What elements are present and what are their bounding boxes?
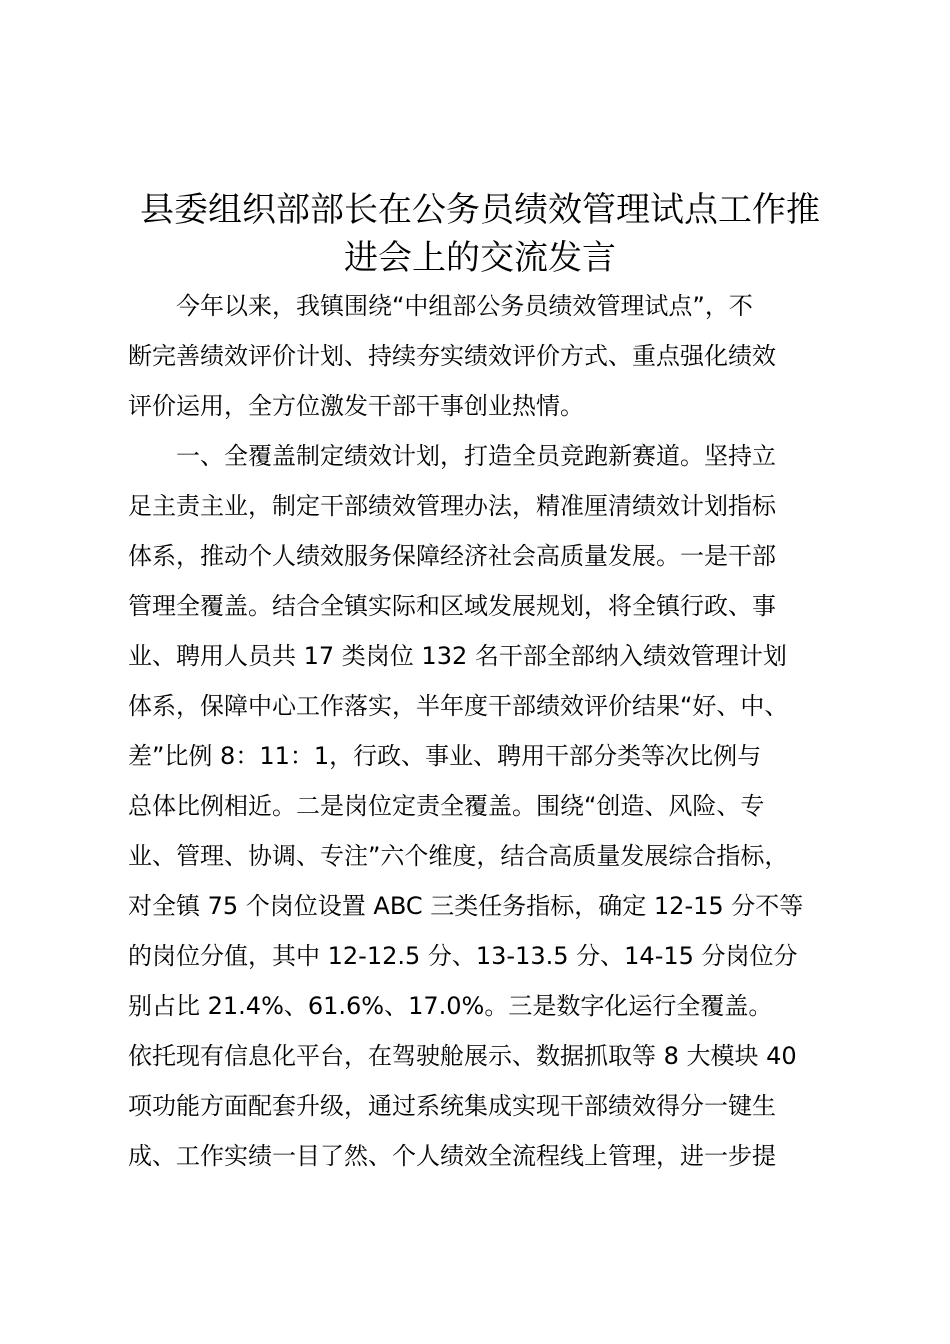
body-line: 足主责主业，制定干部绩效管理办法，精准厘清绩效计划指标 <box>128 492 776 520</box>
body-line: 项功能方面配套升级，通过系统集成实现干部绩效得分一键生 <box>128 1092 776 1120</box>
body-line: 今年以来，我镇围绕“中组部公务员绩效管理试点”，不 <box>128 292 753 320</box>
body-line: 管理全覆盖。结合全镇实际和区域发展规划，将全镇行政、事 <box>128 592 776 620</box>
body-line: 体系，推动个人绩效服务保障经济社会高质量发展。一是干部 <box>128 542 776 570</box>
body-line: 成、工作实绩一目了然、个人绩效全流程线上管理，进一步提 <box>128 1142 776 1170</box>
body-line: 总体比例相近。二是岗位定责全覆盖。围绕“创造、风险、专 <box>128 792 765 820</box>
body-line: 的岗位分值，其中 12-12.5 分、13-13.5 分、14-15 分岗位分 <box>128 942 798 970</box>
body-line: 依托现有信息化平台，在驾驶舱展示、数据抓取等 8 大模块 40 <box>128 1042 797 1070</box>
title-line-2: 进会上的交流发言 <box>344 238 616 278</box>
body-line: 别占比 21.4%、61.6%、17.0%。三是数字化运行全覆盖。 <box>128 992 773 1020</box>
body-line: 一、全覆盖制定绩效计划，打造全员竞跑新赛道。坚持立 <box>128 442 776 470</box>
body-line: 差”比例 8：11：1，行政、事业、聘用干部分类等次比例与 <box>128 742 762 770</box>
body-line: 业、管理、协调、专注”六个维度，结合高质量发展综合指标， <box>128 842 789 870</box>
body-line: 体系，保障中心工作落实，半年度干部绩效评价结果“好、中、 <box>128 692 789 720</box>
body-line: 业、聘用人员共 17 类岗位 132 名干部全部纳入绩效管理计划 <box>128 642 787 670</box>
body-line: 评价运用，全方位激发干部干事创业热情。 <box>128 392 584 420</box>
body-line: 对全镇 75 个岗位设置 ABC 三类任务指标，确定 12-15 分不等 <box>128 892 804 920</box>
body-line: 断完善绩效评价计划、持续夯实绩效评价方式、重点强化绩效 <box>128 342 776 370</box>
title-line-1: 县委组织部部长在公务员绩效管理试点工作推 <box>140 190 820 230</box>
document-body <box>128 281 840 1181</box>
document-title <box>110 186 850 282</box>
